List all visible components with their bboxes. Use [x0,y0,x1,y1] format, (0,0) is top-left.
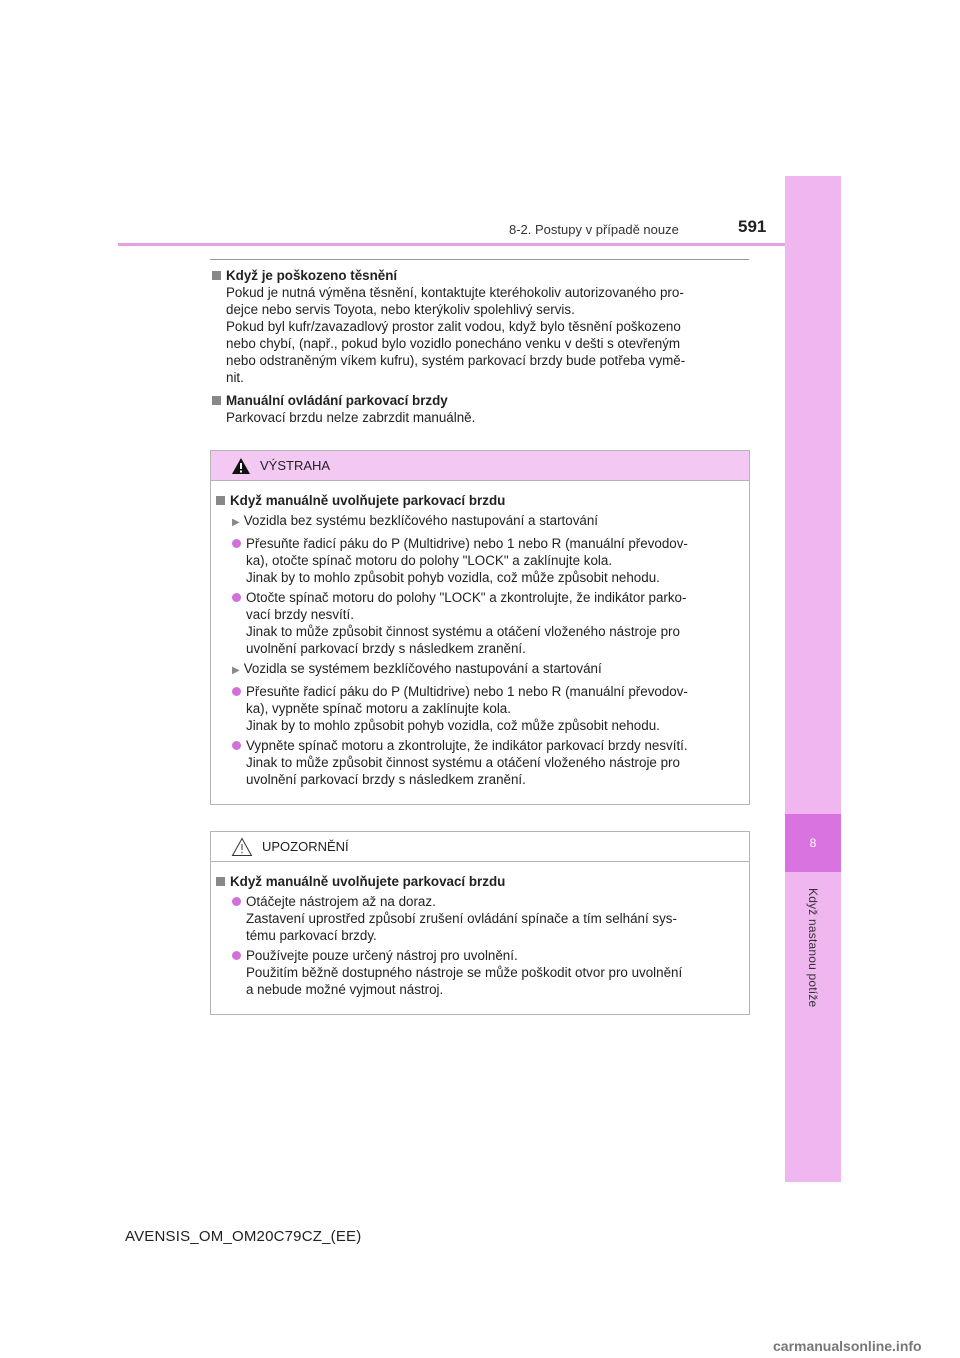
bullet-dot-icon [232,687,241,696]
list-item: Používejte pouze určený nástroj pro uvolnění. Použitím běžně dostupného nástroje se může poškodit otvor pro uvolnění a nebude možné vyjmout nástroj. [216,947,745,998]
list-item: Přesuňte řadicí páku do P (Multidrive) nebo 1 nebo R (manuální převodov- ka), otočte spínač motoru do polohy "LOCK" a zaklínujte kola. Jinak by to mohlo způsobit pohyb vozidla, což může způsobit nehodu. [216,535,745,586]
bullet-dot-icon [232,741,241,750]
warning-triangle-icon [231,457,251,475]
warning-subheading: ▶ Vozidla se systémem bezklíčového nastupování a startování [216,660,745,679]
bullet-dot-icon [232,593,241,602]
list-item: Přesuňte řadicí páku do P (Multidrive) nebo 1 nebo R (manuální převodov- ka), vypněte spínač motoru a zaklínujte kola. Jinak by to mohlo způsobit pohyb vozidla, což může způsobit nehodu. [216,683,745,734]
list-item: Vypněte spínač motoru a zkontrolujte, že indikátor parkovací brzdy nesvítí. Jinak to může způsobit činnost systému a otáčení vloženého nástroje pro uvolnění parkovací brzdy s následkem zranění. [216,737,745,788]
footer-document-code: AVENSIS_OM_OM20C79CZ_(EE) [125,1228,362,1245]
page-number: 591 [738,217,767,236]
header-divider [118,243,785,246]
content-top-rule [210,259,749,260]
list-item: Otáčejte nástrojem až na doraz. Zastavení uprostřed způsobí zrušení ovládání spínače a tím selhání sys- tému parkovací brzdy. [216,893,745,944]
bullet-dot-icon [232,897,241,906]
bullet-dot-icon [232,539,241,548]
section-paragraph: Parkovací brzdu nelze zabrzdit manuálně. [226,410,476,425]
header-section-title: 8-2. Postupy v případě nouze [509,222,679,237]
notice-heading: Když manuálně uvolňujete parkovací brzdu [216,873,745,890]
notice-title: UPOZORNĚNÍ [262,839,349,854]
caution-triangle-icon [231,837,253,857]
arrow-right-icon: ▶ [232,665,240,676]
square-bullet-icon [212,396,221,405]
square-bullet-icon [212,271,221,280]
watermark: carmanualsonline.info [773,1338,922,1354]
main-content [212,267,746,426]
chapter-label: Když nastanou potíže [806,888,820,1008]
section-paragraph: Pokud je nutná výměna těsnění, kontaktujte kteréhokoliv autorizovaného pro- dejce nebo servis Toyota, nebo kterýkoliv spolehlivý servis. Pokud byl kufr/zavazadlový prostor zalit vodou, když bylo těsnění poškozeno nebo chybí, (např., pokud bylo vozidlo ponecháno venku v dešti s otevřeným nebo odstraněným víkem kufru), systém parkovací brzdy bude potřeba vymě- nit. [226,285,686,385]
square-bullet-icon [216,496,225,505]
warning-box-header [211,451,749,481]
bullet-dot-icon [232,951,241,960]
section-heading: Manuální ovládání parkovací brzdy [212,392,746,409]
chapter-number: 8 [785,814,841,872]
list-item: Otočte spínač motoru do polohy "LOCK" a zkontrolujte, že indikátor parko- vací brzdy nesvítí. Jinak to může způsobit činnost systému a otáčení vloženého nástroje pro uvolnění parkovací brzdy s následkem zranění. [216,589,745,657]
square-bullet-icon [216,877,225,886]
warning-title: VÝSTRAHA [260,458,331,473]
notice-box [210,831,750,1015]
chapter-side-tab [785,176,841,1182]
arrow-right-icon: ▶ [232,517,240,528]
notice-box-header [211,832,749,862]
section-heading: Když je poškozeno těsnění [212,267,746,284]
warning-box [210,450,750,805]
warning-subheading: ▶ Vozidla bez systému bezklíčového nastupování a startování [216,512,745,531]
warning-heading: Když manuálně uvolňujete parkovací brzdu [216,492,745,509]
